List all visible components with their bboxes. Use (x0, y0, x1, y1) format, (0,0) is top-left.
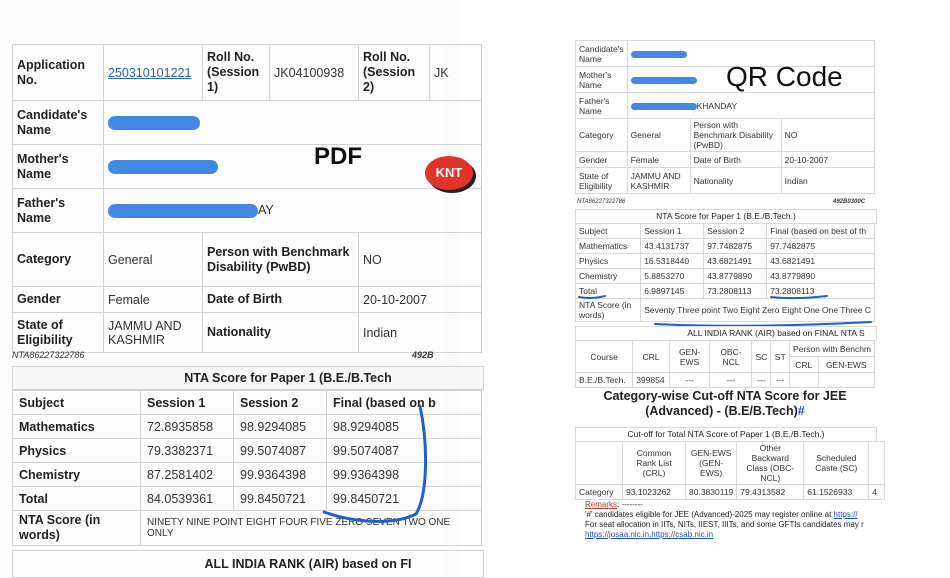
subject-cell: Physics (576, 254, 641, 269)
air-header: GEN-EWS (669, 341, 710, 373)
annotation-underlines (575, 280, 875, 330)
qr-footer-left: NTA86227322786 (577, 199, 626, 205)
qr-father-redaction (631, 103, 697, 110)
cutoff-header: Common Rank List (CRL) (623, 442, 686, 485)
gender-label: Gender (13, 287, 104, 313)
words-label: NTA Score (in words) (13, 511, 141, 546)
remarks-block (585, 500, 875, 540)
qr-mother-redaction (631, 77, 697, 84)
qr-air-table (575, 340, 875, 388)
mother-name-label: Mother's Name (13, 145, 104, 189)
qr-state-value: JAMMU AND KASHMIR (627, 168, 690, 194)
subject-cell: Total (13, 487, 141, 511)
air-value: 399854 (633, 373, 669, 388)
cutoff-value: 80.3830119 (686, 485, 737, 500)
qr-gender-label: Gender (576, 152, 628, 168)
score-title: NTA Score for Paper 1 (B.E./B.Tech (12, 366, 484, 390)
table-row (576, 373, 875, 388)
air-header: OBC-NCL (710, 341, 752, 373)
qr-candidate-redaction (631, 51, 687, 58)
josaa-csab-link[interactable]: https://josaa.nic.in,https://csab.nic.in (585, 530, 714, 539)
qr-scorecard-panel (575, 40, 878, 577)
score-cell: 73.2808113 (767, 284, 875, 299)
father-name-suffix: AY (258, 203, 274, 218)
score-cell: 43.8779890 (704, 269, 767, 284)
pwbd-value: NO (359, 233, 482, 287)
qr-dob-label: Date of Birth (690, 152, 781, 168)
qr-header-final: Final (based on best of th (767, 224, 875, 239)
score-cell: 72.8935858 (141, 415, 234, 439)
subject-cell: Total (576, 284, 641, 299)
qr-mother-label: Mother's Name (576, 67, 628, 93)
qr-score-title: NTA Score for Paper 1 (B.E./B.Tech.) (575, 209, 877, 224)
air-value: --- (771, 373, 790, 388)
qr-header-session2: Session 2 (704, 224, 767, 239)
air-value: --- (710, 373, 752, 388)
knt-logo: KNT (425, 156, 473, 190)
annotation-bracket (312, 404, 432, 524)
table-row (576, 485, 885, 500)
subject-cell: Chemistry (576, 269, 641, 284)
qr-category-value: General (627, 119, 690, 152)
qr-words-label: NTA Score (in words) (576, 299, 641, 322)
air-course-cell: B.E./B.Tech. (576, 373, 633, 388)
score-cell: 99.8450721 (234, 487, 327, 511)
qr-air-title: ALL INDIA RANK (AIR) based on FINAL NTA S (575, 326, 877, 341)
air-header: CRL (633, 341, 669, 373)
air-value: --- (752, 373, 771, 388)
pwbd-label: Person with Benchmark Disability (PwBD) (203, 233, 359, 287)
cutoff-value: 61.1526933 (804, 485, 869, 500)
score-cell: 98.9294085 (327, 415, 482, 439)
cutoff-header: Other Backward Class (OBC-NCL) (737, 442, 804, 485)
score-cell: 16.5318440 (641, 254, 704, 269)
air-header: ST (771, 341, 790, 373)
table-row (576, 239, 875, 254)
cutoff-value: 4 (869, 485, 885, 500)
cutoff-value: 93.1023262 (623, 485, 686, 500)
cutoff-row-label: Category (576, 485, 623, 500)
pdf-candidate-table (12, 44, 482, 353)
footer-code-left: NTA86227322786 (12, 350, 85, 360)
nationality-label: Nationality (203, 313, 359, 353)
footer-code-right: 492B (412, 350, 434, 360)
air-pwbd-subheader: CRL (790, 357, 818, 373)
score-cell: 99.5074087 (234, 439, 327, 463)
roll2-value: JK (430, 45, 482, 101)
score-cell: 43.4131737 (641, 239, 704, 254)
score-cell: 43.8779890 (767, 269, 875, 284)
candidate-name-label: Candidate's Name (13, 101, 104, 145)
air-header: SC (752, 341, 771, 373)
cutoff-table (575, 441, 885, 500)
category-value: General (104, 233, 203, 287)
cutoff-header: Scheduled Caste (SC) (804, 442, 869, 485)
mother-name-redaction (108, 160, 218, 174)
score-cell: 43.6821491 (704, 254, 767, 269)
qr-header-session1: Session 1 (641, 224, 704, 239)
score-cell: 97.7482875 (767, 239, 875, 254)
score-cell: 99.5074087 (327, 439, 482, 463)
qr-pwbd-value: NO (781, 119, 874, 152)
score-cell: 5.8853270 (641, 269, 704, 284)
table-row (576, 254, 875, 269)
subject-cell: Mathematics (576, 239, 641, 254)
father-name-redaction (108, 204, 258, 218)
roll2-label: Roll No. (Session 2) (359, 45, 430, 101)
remark-2: For seat allocation in IITs, NITs, IIEST, IIITs, and some GFTIs candidates may r (585, 520, 864, 529)
qr-words-value: Seventy Three point Two Eight Zero Eight One One Three C (641, 299, 875, 322)
application-number-link[interactable]: 250310101221 (108, 65, 192, 80)
header-final: Final (based on b (327, 391, 482, 415)
air-value: --- (669, 373, 710, 388)
pdf-scorecard-panel (0, 0, 460, 577)
candidate-name-redaction (108, 116, 200, 130)
state-label: State of Eligibility (13, 313, 104, 353)
cutoff-header: GEN-EWS (GEN-EWS) (686, 442, 737, 485)
state-value: JAMMU AND KASHMIR (104, 313, 203, 353)
qr-category-label: Category (576, 119, 628, 152)
score-cell: 73.2808113 (704, 284, 767, 299)
gender-value: Female (104, 287, 203, 313)
remark-1: '#' candidates eligible for JEE (Advanced)-2025 may register online at (585, 510, 834, 519)
score-cell: 6.9897145 (641, 284, 704, 299)
qr-dob-value: 20-10-2007 (781, 152, 874, 168)
subject-cell: Chemistry (13, 463, 141, 487)
subject-cell: Physics (13, 439, 141, 463)
pdf-label: PDF (314, 143, 362, 170)
score-cell: 84.0539361 (141, 487, 234, 511)
qr-father-label: Father's Name (576, 93, 628, 119)
remarks-title: Remarks (585, 500, 618, 509)
dob-label: Date of Birth (203, 287, 359, 313)
cutoff-heading: Category-wise Cut-off NTA Score for JEE (Advanced) - (B.E/B.Tech)# (603, 389, 847, 418)
score-cell: 99.9364398 (234, 463, 327, 487)
application-label: Application No. (13, 45, 104, 101)
course-label: Course (576, 341, 633, 373)
words-value: NINETY NINE POINT EIGHT FOUR FIVE ZERO SEVEN TWO ONE ONLY (141, 511, 482, 546)
qr-nationality-value: Indian (781, 168, 874, 194)
advanced-register-link[interactable]: https:// (833, 510, 858, 519)
header-session2: Session 2 (234, 391, 327, 415)
air-title: ALL INDIA RANK (AIR) based on FI (12, 550, 484, 578)
qr-pwbd-label: Person with Benchmark Disability (PwBD) (690, 119, 781, 152)
score-cell: 43.6821491 (767, 254, 875, 269)
air-pwbd-subheader: GEN-EWS (818, 357, 874, 373)
score-cell: 99.9364398 (327, 463, 482, 487)
score-cell: 98.9294085 (234, 415, 327, 439)
nationality-value: Indian (359, 313, 482, 353)
score-cell: 97.7482875 (704, 239, 767, 254)
header-session1: Session 1 (141, 391, 234, 415)
cutoff-title: Cut-off for Total NTA Score of Paper 1 (B.E./B.Tech.) (575, 427, 877, 442)
qr-footer-right: 492B0300C (833, 199, 866, 205)
score-cell: 99.8450721 (327, 487, 482, 511)
qr-candidate-label: Candidate's Name (576, 41, 628, 67)
qr-father-suffix: KHANDAY (696, 100, 738, 111)
remarks-colon: : -------- (617, 500, 643, 509)
score-cell: 79.3382371 (141, 439, 234, 463)
roll1-value: JK04100938 (270, 45, 359, 101)
qr-state-label: State of Eligibility (576, 168, 628, 194)
father-name-label: Father's Name (13, 189, 104, 233)
category-label: Category (13, 233, 104, 287)
qr-code-label: QR Code (726, 61, 843, 92)
roll1-label: Roll No. (Session 1) (203, 45, 270, 101)
qr-nationality-label: Nationality (690, 168, 781, 194)
air-pwbd-header: Person with Benchm (790, 341, 875, 357)
header-subject: Subject (13, 391, 141, 415)
score-cell: 87.2581402 (141, 463, 234, 487)
qr-gender-value: Female (627, 152, 690, 168)
qr-header-subject: Subject (576, 224, 641, 239)
dob-value: 20-10-2007 (359, 287, 482, 313)
cutoff-value: 79.4313582 (737, 485, 804, 500)
subject-cell: Mathematics (13, 415, 141, 439)
